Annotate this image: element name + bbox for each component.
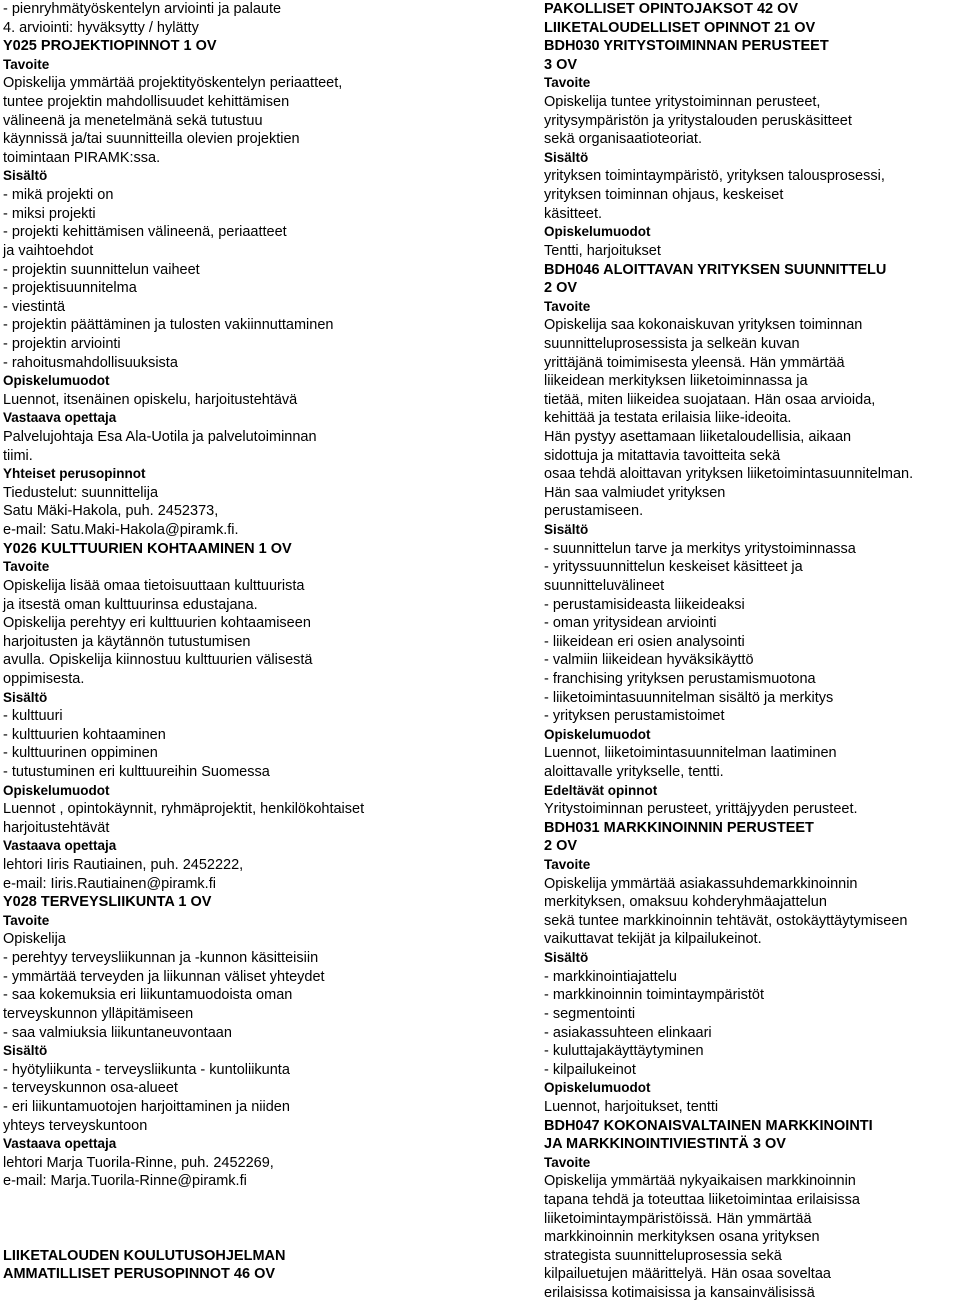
section-label: Sisältö — [3, 1043, 48, 1059]
blank-line — [3, 1191, 473, 1210]
course-heading: PAKOLLISET OPINTOJAKSOT 42 OV — [544, 1, 799, 17]
section-label: Sisältö — [544, 950, 589, 966]
course-heading: Y026 KULTTUURIEN KOHTAAMINEN 1 OV — [3, 540, 292, 557]
text-line: 4. arviointi: hyväksytty / hylätty — [3, 19, 199, 36]
course-heading: BDH046 ALOITTAVAN YRITYKSEN SUUNNITTELU — [544, 261, 887, 278]
text-line: erilaisissa kotimaisissa ja kansainvälisissä — [544, 1285, 815, 1302]
text-line: harjoitustehtävät — [3, 819, 110, 836]
section-label: Tavoite — [3, 559, 50, 575]
text-line: lehtori Marja Tuorila-Rinne, puh. 2452269, — [3, 1154, 274, 1171]
text-line: - saa kokemuksia eri liikuntamuodoista oman — [3, 987, 293, 1004]
section-label: Tavoite — [544, 75, 591, 91]
course-heading: LIIKETALOUDELLISET OPINNOT 21 OV — [544, 19, 816, 36]
text-line: - valmiin liikeidean hyväksikäyttö — [544, 652, 754, 669]
course-heading: 2 OV — [544, 838, 578, 855]
text-line: - projekti kehittämisen välineenä, periaatteet — [3, 224, 287, 241]
left-column — [3, 0, 473, 1284]
text-line: - terveyskunnon osa-alueet — [3, 1080, 178, 1097]
course-heading: AMMATILLISET PERUSOPINNOT 46 OV — [3, 1266, 276, 1283]
text-line: - hyötyliikunta - terveysliikunta - kuntoliikunta — [3, 1061, 290, 1078]
text-line: - mikä projekti on — [3, 187, 114, 204]
text-line: Hän pystyy asettamaan liiketaloudellisia, aikaan — [544, 429, 852, 446]
blank-line — [3, 1228, 473, 1247]
text-line: yritysympäristön ja yritystalouden peruskäsitteet — [544, 112, 852, 129]
text-line: - pienryhmätyöskentelyn arviointi ja palaute — [3, 1, 282, 17]
text-line: - yrityssuunnittelun keskeiset käsitteet ja — [544, 559, 803, 576]
text-line: Palvelujohtaja Esa Ala-Uotila ja palvelutoiminnan — [3, 429, 317, 446]
text-line: - perustamisideasta liikeideaksi — [544, 596, 745, 613]
text-line: Luennot, harjoitukset, tentti — [544, 1098, 719, 1115]
text-line: - perehtyy terveysliikunnan ja -kunnon käsitteisiin — [3, 950, 319, 967]
text-line: Tiedustelut: suunnittelija — [3, 484, 159, 501]
text-line: liiketoimintaympäristöissä. Hän ymmärtää — [544, 1210, 812, 1227]
text-line: - kulttuurinen oppiminen — [3, 745, 158, 762]
text-line: - projektin suunnittelun vaiheet — [3, 261, 200, 278]
section-label: Opiskelumuodot — [3, 373, 110, 389]
text-line: markkinoinnin merkityksen osana yrityksen — [544, 1229, 820, 1246]
text-line: harjoitusten ja käytännön tutustumisen — [3, 633, 251, 650]
text-line: Yritystoiminnan perusteet, yrittäjyyden perusteet. — [544, 801, 858, 818]
section-label: Tavoite — [544, 1154, 591, 1170]
text-line: - segmentointi — [544, 1005, 636, 1022]
text-line: - projektisuunnitelma — [3, 280, 137, 297]
text-line: liikeidean merkityksen liiketoiminnassa ja — [544, 373, 808, 390]
text-line: kilpailuetujen määrittelyä. Hän osaa soveltaa — [544, 1266, 831, 1283]
section-label: Vastaava opettaja — [3, 838, 117, 854]
text-line: ja vaihtoehdot — [3, 242, 94, 259]
text-line: Opiskelija — [3, 931, 66, 948]
blank-line — [3, 1210, 473, 1229]
course-heading: LIIKETALOUDEN KOULUTUSOHJELMAN — [3, 1247, 286, 1264]
section-label: Opiskelumuodot — [544, 224, 651, 240]
text-line: Hän saa valmiudet yrityksen — [544, 484, 726, 501]
section-label: Tavoite — [3, 56, 50, 72]
text-line: Luennot, itsenäinen opiskelu, harjoitustehtävä — [3, 391, 298, 408]
text-line: e-mail: Iiris.Rautiainen@piramk.fi — [3, 875, 216, 892]
text-line: e-mail: Satu.Maki-Hakola@piramk.fi. — [3, 522, 239, 539]
text-line: - projektin päättäminen ja tulosten vakiinnuttaminen — [3, 317, 334, 334]
course-heading: BDH031 MARKKINOINNIN PERUSTEET — [544, 819, 814, 836]
text-line: Opiskelija ymmärtää nykyaikaisen markkinoinnin — [544, 1173, 856, 1190]
text-line: Opiskelija tuntee yritystoiminnan perusteet, — [544, 94, 821, 111]
text-line: - markkinointiajattelu — [544, 968, 677, 985]
text-line: - franchising yrityksen perustamismuotona — [544, 670, 816, 687]
text-line: osaa tehdä aloittavan yrityksen liiketoimintasuunnitelman. — [544, 466, 914, 483]
course-heading: BDH030 YRITYSTOIMINNAN PERUSTEET — [544, 38, 829, 55]
course-heading: Y025 PROJEKTIOPINNOT 1 OV — [3, 38, 217, 55]
text-line: vaikuttavat tekijät ja kilpailukeinot. — [544, 931, 762, 948]
text-line: Luennot , opintokäynnit, ryhmäprojektit, henkilökohtaiset — [3, 801, 365, 818]
text-line: - ymmärtää terveyden ja liikunnan väliset yhteydet — [3, 968, 325, 985]
section-label: Tavoite — [544, 857, 591, 873]
text-line: oppimisesta. — [3, 670, 85, 687]
section-label: Opiskelumuodot — [544, 726, 651, 742]
text-line: aloittavalle yritykselle, tentti. — [544, 763, 724, 780]
text-line: perustamiseen. — [544, 503, 644, 520]
section-label: Opiskelumuodot — [544, 1080, 651, 1096]
section-label: Yhteiset perusopinnot — [3, 466, 146, 482]
text-line: Opiskelija ymmärtää asiakassuhdemarkkinoinnin — [544, 875, 858, 892]
text-line: käynnissä ja/tai suunnitteilla olevien projektien — [3, 131, 300, 148]
section-label: Opiskelumuodot — [3, 782, 110, 798]
text-line: Satu Mäki-Hakola, puh. 2452373, — [3, 503, 219, 520]
text-line: välineenä ja menetelmänä sekä tutustuu — [3, 112, 263, 129]
text-line: Opiskelija perehtyy eri kulttuurien kohtaamiseen — [3, 615, 311, 632]
text-line: - kilpailukeinot — [544, 1061, 636, 1078]
text-line: kehittää ja testata erilaisia liike-ideoita. — [544, 410, 792, 427]
section-label: Vastaava opettaja — [3, 410, 117, 426]
text-line: käsitteet. — [544, 205, 603, 222]
text-line: sekä tuntee markkinoinnin tehtävät, ostokäyttäytymiseen — [544, 912, 908, 929]
section-label: Vastaava opettaja — [3, 1136, 117, 1152]
text-line: avulla. Opiskelija kiinnostuu kulttuurien välisestä — [3, 652, 313, 669]
text-line: - liiketoimintasuunnitelman sisältö ja merkitys — [544, 689, 834, 706]
text-line: - liikeidean eri osien analysointi — [544, 633, 745, 650]
text-line: e-mail: Marja.Tuorila-Rinne@piramk.fi — [3, 1173, 247, 1190]
text-line: Luennot, liiketoimintasuunnitelman laatiminen — [544, 745, 837, 762]
text-line: Tentti, harjoitukset — [544, 242, 661, 259]
text-line: - eri liikuntamuotojen harjoittaminen ja niiden — [3, 1098, 290, 1115]
text-line: ja itsestä oman kulttuurinsa edustajana. — [3, 596, 258, 613]
section-label: Tavoite — [3, 912, 50, 928]
text-line: Opiskelija ymmärtää projektityöskentelyn periaatteet, — [3, 75, 343, 92]
text-line: tapana tehdä ja toteuttaa liiketoimintaa erilaisissa — [544, 1192, 860, 1208]
text-line: - miksi projekti — [3, 205, 96, 222]
section-label: Sisältö — [544, 149, 589, 165]
text-line: toimintaan PIRAMK:ssa. — [3, 149, 161, 166]
text-line: - asiakassuhteen elinkaari — [544, 1024, 712, 1041]
text-line: suunnitteluprosessista ja selkeän kuvan — [544, 335, 800, 352]
text-line: - projektin arviointi — [3, 335, 121, 352]
text-line: strategista suunnitteluprosessia sekä — [544, 1247, 782, 1264]
text-line: - oman yritysidean arviointi — [544, 615, 717, 632]
text-line: - kulttuuri — [3, 708, 63, 725]
section-label: Tavoite — [544, 298, 591, 314]
text-line: - yrityksen perustamistoimet — [544, 708, 725, 725]
course-heading: JA MARKKINOINTIVIESTINTÄ 3 OV — [544, 1136, 786, 1153]
text-line: - kuluttajakäyttäytyminen — [544, 1043, 704, 1060]
text-line: yrittäjänä toimimisesta yleensä. Hän ymmärtää — [544, 354, 845, 371]
text-line: sidottuja ja mitattavia tavoitteita sekä — [544, 447, 781, 464]
text-line: terveyskunnon ylläpitämiseen — [3, 1005, 194, 1022]
section-label: Sisältö — [3, 168, 48, 184]
course-heading: Y028 TERVEYSLIIKUNTA 1 OV — [3, 894, 212, 911]
text-line: tietää, miten liikeidea suojataan. Hän osaa arvioida, — [544, 391, 876, 408]
text-line: yrityksen toimintaympäristö, yrityksen talousprosessi, — [544, 168, 885, 185]
text-line: yrityksen toiminnan ohjaus, keskeiset — [544, 187, 784, 204]
text-line: Opiskelija saa kokonaiskuvan yrityksen toiminnan — [544, 317, 863, 334]
text-line: - suunnittelun tarve ja merkitys yritystoiminnassa — [544, 540, 856, 557]
text-line: - tutustuminen eri kulttuureihin Suomessa — [3, 763, 270, 780]
text-line: tuntee projektin mahdollisuudet kehittämisen — [3, 94, 290, 111]
course-heading: 3 OV — [544, 56, 578, 73]
text-line: yhteys terveyskuntoon — [3, 1117, 148, 1134]
text-line: Opiskelija lisää omaa tietoisuuttaan kulttuurista — [3, 577, 305, 594]
section-label: Sisältö — [3, 689, 48, 705]
text-line: - rahoitusmahdollisuuksista — [3, 354, 178, 371]
course-heading: BDH047 KOKONAISVALTAINEN MARKKINOINTI — [544, 1117, 873, 1134]
text-line: lehtori Iiris Rautiainen, puh. 2452222, — [3, 857, 244, 874]
section-label: Edeltävät opinnot — [544, 782, 658, 798]
text-line: - markkinoinnin toimintaympäristöt — [544, 987, 764, 1004]
text-line: merkityksen, omaksuu kohderyhmäajattelun — [544, 894, 827, 911]
text-line: tiimi. — [3, 447, 33, 464]
text-line: - viestintä — [3, 298, 66, 315]
text-line: - kulttuurien kohtaaminen — [3, 726, 166, 743]
section-label: Sisältö — [544, 522, 589, 538]
text-line: suunnitteluvälineet — [544, 577, 665, 594]
text-line: - saa valmiuksia liikuntaneuvontaan — [3, 1024, 232, 1041]
text-line: sekä organisaatioteoriat. — [544, 131, 702, 148]
right-column — [544, 0, 956, 1303]
course-heading: 2 OV — [544, 280, 578, 297]
